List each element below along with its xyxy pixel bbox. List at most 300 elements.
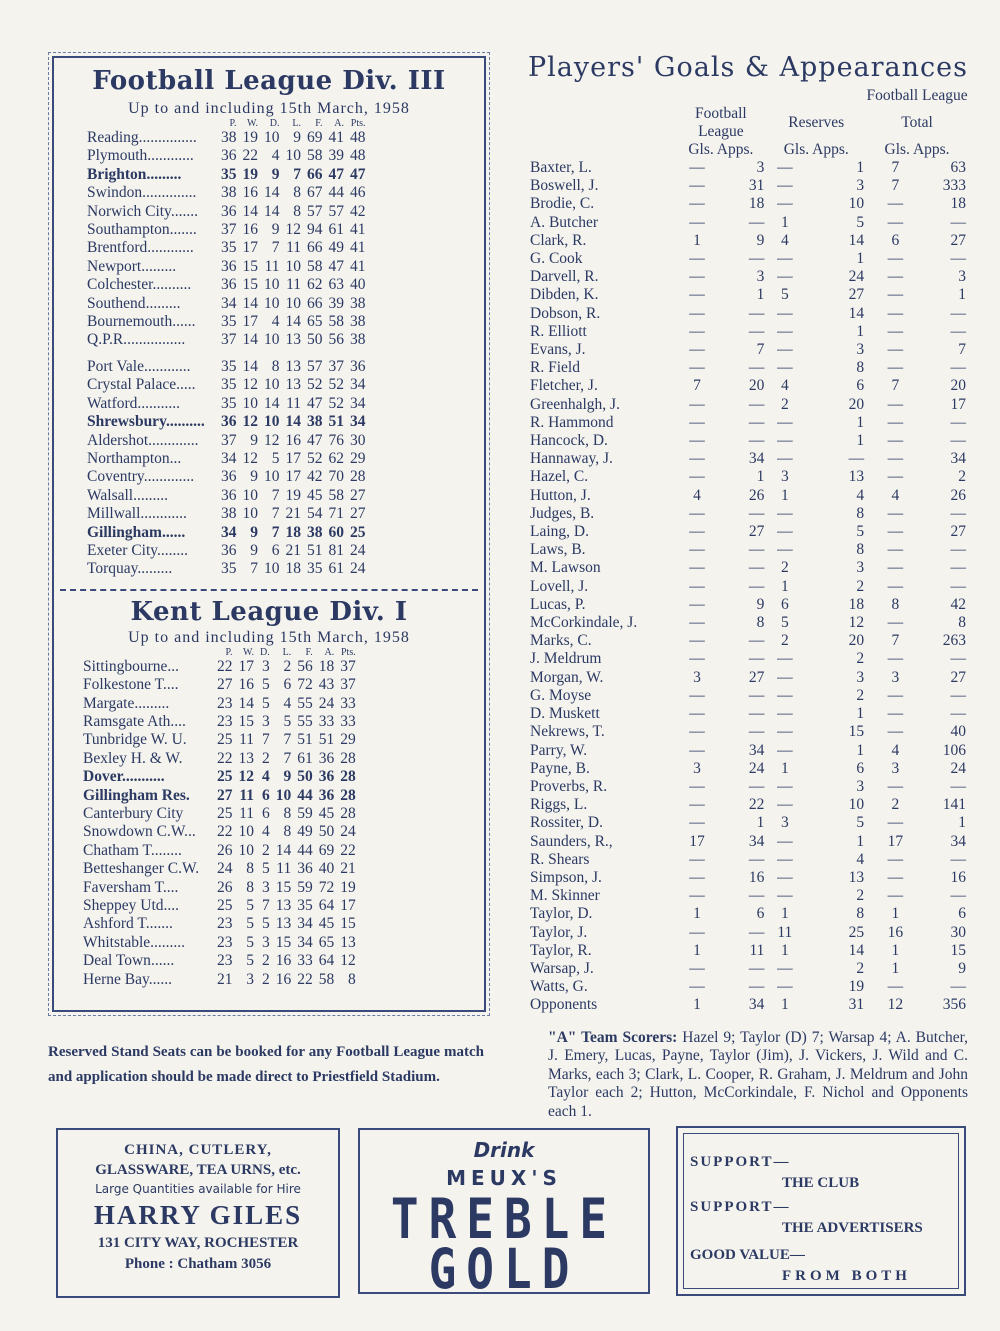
- support-line1b: THE CLUB: [782, 1175, 860, 1191]
- player-stat: —: [887, 195, 904, 213]
- player-stat: 2: [780, 559, 789, 577]
- player-stat: —: [689, 814, 705, 832]
- player-stat: —: [887, 686, 904, 704]
- dot-leader: ...: [166, 878, 179, 896]
- stat-cell: 11: [239, 786, 254, 804]
- league-row: [80, 971, 359, 989]
- player-stat: —: [887, 868, 904, 886]
- league-row: [80, 787, 359, 805]
- stat-cell: 58: [328, 486, 344, 504]
- team-label: Sittingbourne: [83, 657, 168, 675]
- player-stat: —: [748, 304, 765, 322]
- player-stat: —: [887, 468, 904, 486]
- team-name: [80, 676, 214, 694]
- team-name: [80, 952, 214, 970]
- stat-cell: 6: [271, 541, 280, 559]
- dot-leader: .......: [169, 221, 197, 239]
- team-name: [84, 184, 218, 202]
- stat-cell: 69: [307, 129, 323, 146]
- div3-col-header: W.: [246, 118, 258, 129]
- kent-col-header: L.: [282, 646, 292, 658]
- stat-cell: 35: [221, 239, 237, 257]
- stat-cell: 23: [217, 933, 233, 951]
- team-label: Millwall: [87, 505, 141, 523]
- stat-cell: 14: [285, 313, 301, 331]
- player-stat: 34: [748, 741, 765, 759]
- stat-cell: 10: [285, 294, 301, 312]
- player-stat: —: [950, 650, 966, 668]
- stat-cell: 45: [318, 915, 335, 933]
- team-name: [80, 731, 214, 749]
- player-row: [528, 468, 968, 486]
- team-label: Canterbury City: [83, 805, 184, 822]
- player-stat: 8: [756, 614, 765, 632]
- player-row: [528, 960, 968, 978]
- stat-cell: 12: [264, 431, 280, 449]
- stat-cell: 5: [246, 952, 254, 970]
- player-stat: —: [887, 213, 904, 231]
- stat-cell: 23: [217, 694, 233, 712]
- stat-cell: 16: [242, 221, 258, 239]
- player-stat: 263: [942, 632, 966, 650]
- stat-cell: 17: [238, 657, 254, 675]
- player-stat: —: [777, 705, 793, 723]
- player-stat: 12: [887, 996, 904, 1014]
- player-stat: —: [950, 978, 966, 996]
- giles-phone: Phone : Chatham 3056: [124, 1256, 272, 1272]
- player-name: Baxter, L.: [530, 159, 592, 176]
- player-stat: —: [689, 322, 705, 340]
- player-stat: —: [950, 850, 966, 868]
- players-section: [528, 52, 968, 1121]
- team-label: Southampton: [87, 221, 170, 239]
- stat-cell: 72: [297, 676, 313, 694]
- player-stat: —: [689, 359, 705, 377]
- stat-cell: 36: [318, 749, 335, 767]
- stat-cell: 57: [307, 202, 323, 220]
- player-stat: 8: [958, 614, 966, 632]
- div3-col-header: D.: [269, 118, 280, 129]
- league-row: [80, 860, 359, 878]
- player-stat: 10: [848, 796, 865, 814]
- player-stat: —: [887, 304, 904, 322]
- fl-group-header: Football League: [695, 105, 747, 140]
- a-team-label: "A" Team Scorers:: [548, 1028, 678, 1046]
- player-stat: 1: [856, 432, 865, 450]
- stat-cell: 9: [271, 165, 280, 183]
- stat-cell: 3: [246, 970, 254, 988]
- player-row: [528, 559, 968, 577]
- stat-cell: 14: [242, 331, 258, 349]
- stat-cell: 24: [318, 694, 335, 712]
- player-name: Hannaway, J.: [530, 450, 613, 468]
- team-label: Swindon: [87, 184, 143, 202]
- stat-cell: 62: [328, 449, 344, 467]
- player-stat: —: [777, 322, 793, 340]
- dot-leader: .............: [143, 468, 195, 486]
- stat-cell: 47: [307, 431, 323, 449]
- stat-cell: 35: [221, 394, 237, 412]
- stat-cell: 9: [250, 431, 258, 449]
- player-stat: —: [689, 850, 705, 868]
- player-stat: 17: [950, 395, 966, 413]
- player-row: [528, 723, 968, 741]
- player-stat: 42: [950, 595, 966, 613]
- stat-cell: 33: [318, 712, 335, 730]
- player-stat: —: [950, 777, 966, 795]
- stat-cell: 17: [285, 468, 301, 486]
- stat-cell: 59: [297, 805, 313, 822]
- player-stat: 24: [950, 759, 966, 777]
- player-row: [528, 942, 968, 960]
- stat-cell: 35: [297, 897, 313, 915]
- stat-cell: 10: [264, 294, 280, 312]
- team-label: Coventry: [87, 468, 144, 486]
- player-stat: —: [777, 668, 793, 686]
- player-stat: —: [748, 959, 765, 977]
- player-stat: 34: [748, 996, 765, 1014]
- stat-cell: 34: [297, 933, 313, 951]
- stat-cell: 38: [307, 413, 323, 431]
- team-name: [84, 295, 218, 313]
- stat-cell: 10: [275, 786, 292, 804]
- stat-cell: 36: [221, 468, 237, 486]
- team-name: [84, 313, 218, 331]
- support-line3b: FROM BOTH: [782, 1268, 911, 1284]
- player-name: Parry, W.: [530, 741, 588, 759]
- kent-col-header: W.: [242, 646, 254, 658]
- team-name: [80, 823, 214, 841]
- stat-cell: 51: [297, 731, 313, 749]
- support-ad: [676, 1126, 966, 1296]
- stat-cell: 40: [350, 276, 366, 294]
- player-stat: 6: [856, 377, 865, 395]
- stat-cell: 24: [217, 860, 233, 878]
- stat-cell: 28: [350, 468, 366, 486]
- player-stat: 6: [780, 595, 789, 613]
- player-name: Boswell, J.: [530, 177, 599, 195]
- player-stat: 1: [856, 832, 865, 850]
- team-name: [84, 239, 218, 257]
- dot-leader: ...: [174, 712, 186, 730]
- stat-cell: 43: [318, 676, 335, 694]
- team-label: Deal Town: [83, 952, 151, 970]
- a-team-scorers: [528, 1029, 968, 1122]
- harry-giles-ad: [56, 1128, 340, 1298]
- stat-cell: 27: [217, 786, 233, 804]
- stat-cell: 52: [307, 449, 323, 467]
- stat-cell: 21: [285, 541, 301, 559]
- player-name: Laing, D.: [530, 523, 589, 541]
- team-label: Folkestone T.: [83, 676, 167, 694]
- player-stat: 333: [942, 177, 966, 195]
- stat-cell: 22: [217, 657, 233, 675]
- player-stat: —: [689, 450, 705, 468]
- stat-cell: 19: [285, 486, 301, 504]
- stat-cell: 15: [275, 933, 292, 951]
- team-name: [80, 713, 214, 731]
- stat-cell: 30: [350, 431, 366, 449]
- player-stat: —: [689, 250, 705, 268]
- stat-cell: 34: [350, 376, 366, 394]
- player-name: Dobson, R.: [530, 304, 601, 322]
- player-stat: —: [950, 686, 966, 704]
- stat-cell: 23: [217, 952, 233, 970]
- player-stat: 30: [950, 923, 966, 941]
- player-stat: —: [777, 304, 793, 322]
- stat-cell: 10: [242, 394, 258, 412]
- stat-cell: 21: [340, 860, 356, 878]
- player-stat: —: [748, 686, 765, 704]
- dot-leader: .......: [170, 202, 198, 220]
- stat-cell: 10: [242, 505, 258, 523]
- meux-gold: GOLD: [428, 1236, 580, 1302]
- stat-cell: 26: [217, 878, 233, 896]
- stat-cell: 5: [261, 676, 270, 694]
- stat-cell: 24: [350, 541, 366, 559]
- player-stat: —: [689, 868, 705, 886]
- league-row: [84, 468, 369, 486]
- stat-cell: 2: [261, 749, 270, 767]
- player-stat: —: [777, 686, 793, 704]
- stat-cell: 16: [238, 676, 254, 694]
- team-name: [84, 487, 218, 505]
- stat-cell: 55: [297, 712, 313, 730]
- player-stat: 1: [958, 814, 966, 832]
- stat-cell: 50: [318, 823, 335, 841]
- player-stat: 2: [780, 395, 789, 413]
- stat-cell: 10: [264, 331, 280, 349]
- player-stat: 3: [856, 177, 865, 195]
- stat-cell: 48: [350, 129, 366, 146]
- player-stat: —: [689, 195, 705, 213]
- stat-cell: 34: [350, 394, 366, 412]
- div3-subtitle: Up to and including 15th March, 1958: [128, 100, 410, 117]
- player-stat: —: [950, 705, 966, 723]
- stat-cell: 50: [307, 331, 323, 349]
- player-stat: 22: [748, 796, 765, 814]
- player-stat: 34: [748, 832, 765, 850]
- player-stat: 11: [777, 923, 793, 941]
- player-stat: —: [777, 850, 793, 868]
- player-name: Taylor, J.: [530, 923, 588, 941]
- team-name: [80, 971, 214, 989]
- kent-table: [80, 647, 359, 989]
- dot-leader: ............: [147, 147, 194, 165]
- team-label: Torquay: [87, 560, 138, 578]
- team-name: [80, 750, 214, 768]
- stat-cell: 36: [221, 541, 237, 559]
- stat-cell: 9: [283, 768, 292, 786]
- stat-cell: 39: [328, 294, 344, 312]
- player-stat: 1: [856, 322, 865, 340]
- stat-cell: 38: [221, 184, 237, 202]
- div3-header-team: [84, 118, 218, 129]
- player-stat: —: [748, 923, 765, 941]
- player-stat: 8: [856, 905, 865, 923]
- player-row: [528, 814, 968, 832]
- player-stat: —: [887, 577, 904, 595]
- stat-cell: 13: [238, 749, 254, 767]
- stat-cell: 36: [318, 786, 335, 804]
- player-stat: —: [689, 632, 705, 650]
- player-stat: 13: [848, 468, 865, 486]
- reserved-note-text: Reserved Stand Seats can be booked for any Football League match and application should be made direct to Priestfield Stadium.: [48, 1044, 484, 1085]
- player-stat: 3: [856, 668, 865, 686]
- stat-cell: 39: [328, 147, 344, 165]
- player-stat: —: [748, 213, 765, 231]
- player-stat: 3: [856, 777, 865, 795]
- player-stat: 20: [748, 377, 765, 395]
- player-stat: 14: [848, 941, 865, 959]
- player-row: [528, 250, 968, 268]
- league-row: [84, 505, 369, 523]
- player-name: Simpson, J.: [530, 868, 602, 886]
- league-row: [80, 713, 359, 731]
- kent-header-team: [80, 647, 214, 658]
- player-stat: 3: [756, 159, 765, 176]
- player-name: Nekrews, T.: [530, 723, 605, 741]
- player-stat: —: [689, 650, 705, 668]
- player-row: [528, 432, 968, 450]
- stat-cell: 36: [221, 413, 237, 431]
- stat-cell: 23: [217, 712, 233, 730]
- league-row: [80, 915, 359, 933]
- stat-cell: 7: [271, 523, 280, 541]
- stat-cell: 11: [286, 276, 301, 294]
- team-label: Whitstable: [83, 933, 151, 951]
- stat-cell: 58: [307, 257, 323, 275]
- league-row: [80, 952, 359, 970]
- player-stat: —: [777, 887, 793, 905]
- player-name: Hutton, J.: [530, 486, 591, 504]
- player-name: Saunders, R.,: [530, 832, 613, 850]
- player-stat: 4: [780, 377, 789, 395]
- stat-cell: 25: [217, 768, 233, 786]
- player-stat: —: [887, 723, 904, 741]
- reserves-group-header: Reserves: [788, 114, 845, 131]
- league-row: [84, 276, 369, 294]
- team-label: Plymouth: [87, 147, 148, 165]
- league-row: [80, 823, 359, 841]
- team-name: [80, 805, 214, 823]
- player-stat: —: [777, 177, 793, 195]
- players-table: [528, 87, 968, 1015]
- stat-cell: 47: [307, 394, 323, 412]
- player-stat: 5: [856, 523, 865, 541]
- stat-cell: 62: [307, 276, 323, 294]
- player-name: Laws, B.: [530, 541, 586, 559]
- player-stat: 16: [950, 868, 966, 886]
- stat-cell: 37: [340, 657, 356, 675]
- player-stat: —: [887, 523, 904, 541]
- player-stat: —: [950, 504, 966, 522]
- stat-cell: 5: [246, 897, 254, 915]
- stat-cell: 7: [261, 897, 270, 915]
- player-row: [528, 214, 968, 232]
- stat-cell: 36: [318, 768, 335, 786]
- player-stat: —: [887, 341, 904, 359]
- stat-cell: 47: [328, 257, 344, 275]
- stat-cell: 34: [221, 294, 237, 312]
- player-stat: —: [748, 250, 765, 268]
- league-row: [84, 129, 369, 147]
- stat-cell: 9: [250, 523, 258, 541]
- stat-cell: 52: [328, 394, 344, 412]
- player-name: Lovell, J.: [530, 577, 589, 595]
- stat-cell: 66: [307, 165, 323, 183]
- stat-cell: 5: [246, 933, 254, 951]
- player-row: [528, 286, 968, 304]
- support-line1a: SUPPORT—: [690, 1154, 791, 1170]
- player-name: Proverbs, R.: [530, 777, 608, 795]
- stat-cell: 37: [328, 357, 344, 375]
- stat-cell: 35: [221, 313, 237, 331]
- player-stat: —: [848, 450, 865, 468]
- player-stat: 27: [950, 231, 966, 249]
- team-label: Reading: [87, 129, 139, 146]
- stat-cell: 38: [307, 523, 323, 541]
- player-stat: 1: [780, 486, 789, 504]
- stat-cell: 7: [283, 749, 292, 767]
- stat-cell: 38: [350, 294, 366, 312]
- stat-cell: 46: [350, 184, 366, 202]
- player-stat: —: [689, 432, 705, 450]
- dot-leader: .......: [154, 841, 182, 859]
- league-tables-box: [52, 56, 486, 1012]
- stat-cell: 11: [239, 731, 254, 749]
- stat-cell: 38: [350, 331, 366, 349]
- player-row: [528, 359, 968, 377]
- team-label: Faversham T.: [83, 878, 167, 896]
- player-stat: —: [950, 304, 966, 322]
- player-stat: 19: [848, 978, 865, 996]
- player-stat: —: [777, 978, 793, 996]
- stat-cell: 22: [340, 841, 356, 859]
- player-stat: 1: [693, 231, 701, 249]
- player-stat: 2: [856, 577, 865, 595]
- stat-cell: 65: [307, 313, 323, 331]
- stat-cell: 4: [283, 694, 292, 712]
- team-name: [84, 468, 218, 486]
- player-stat: 9: [756, 231, 765, 249]
- dot-leader: .........: [134, 694, 170, 712]
- dot-leader: ..........: [165, 413, 205, 431]
- player-stat: —: [689, 304, 705, 322]
- player-name: Clark, R.: [530, 231, 587, 249]
- team-name: [84, 376, 218, 394]
- players-title: Players' Goals & Appearances: [528, 52, 969, 83]
- fl-sub-header: Gls. Apps.: [688, 141, 754, 158]
- player-stat: —: [777, 195, 793, 213]
- stat-cell: 34: [221, 523, 237, 541]
- dot-leader: ...............: [138, 129, 197, 146]
- stat-cell: 41: [350, 221, 366, 239]
- player-stat: 2: [856, 686, 865, 704]
- team-name: [80, 879, 214, 897]
- giles-line1: CHINA, CUTLERY,: [124, 1142, 272, 1158]
- player-row: [528, 614, 968, 632]
- player-stat: 1: [780, 759, 789, 777]
- stat-cell: 12: [340, 952, 356, 970]
- player-name: R. Hammond: [530, 413, 614, 431]
- dot-leader: ...............: [127, 331, 186, 349]
- dot-leader: ...: [169, 449, 182, 467]
- league-row: [80, 750, 359, 768]
- player-stat: —: [887, 322, 904, 340]
- stat-cell: 2: [261, 952, 270, 970]
- kent-col-header: Pts.: [341, 646, 356, 658]
